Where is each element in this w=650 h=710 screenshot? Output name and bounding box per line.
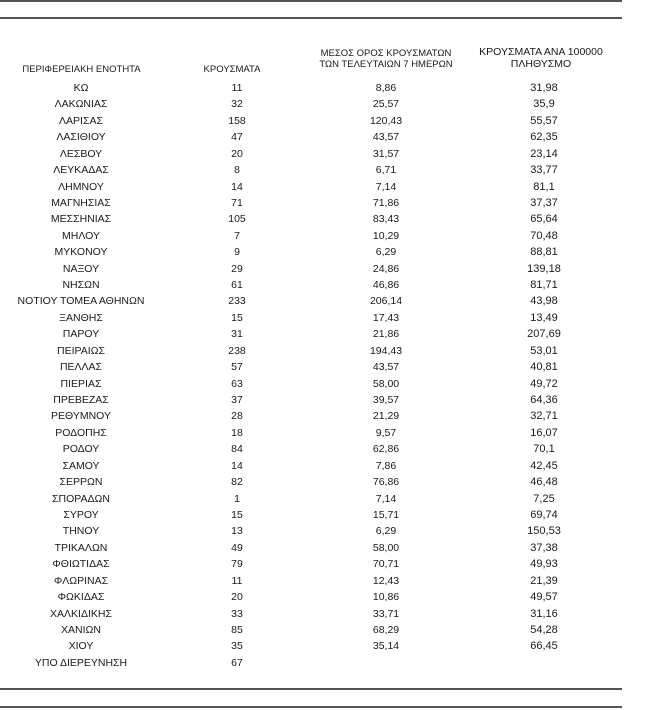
region-cell: ΤΡΙΚΑΛΩΝ <box>54 541 108 554</box>
avg-cell: 6,29 <box>375 525 397 538</box>
table-row <box>0 523 622 539</box>
table-row <box>0 638 622 654</box>
per100k-cell: 37,38 <box>530 541 558 554</box>
per100k-cell: 150,53 <box>527 525 561 538</box>
table-row <box>0 228 622 244</box>
top-divider-line <box>0 17 622 19</box>
table-row <box>0 277 622 293</box>
per100k-cell: 40,81 <box>530 361 558 374</box>
avg-cell: 62,86 <box>372 443 400 456</box>
avg-cell: 6,71 <box>375 164 397 177</box>
per100k-cell: 21,39 <box>530 574 558 587</box>
region-cell: ΧΑΝΙΩΝ <box>61 623 101 636</box>
avg-cell: 9,57 <box>375 426 397 439</box>
cases-cell: 31 <box>231 328 243 341</box>
per100k-cell: 7,25 <box>533 492 555 505</box>
avg-cell: 58,00 <box>372 377 400 390</box>
cases-cell: 35 <box>231 640 243 653</box>
cases-cell: 7 <box>234 229 240 242</box>
cases-cell: 158 <box>228 114 246 127</box>
cases-cell: 61 <box>231 279 243 292</box>
table-row <box>0 179 622 195</box>
avg-cell: 7,14 <box>375 180 397 193</box>
per100k-cell: 43,98 <box>530 295 558 308</box>
cases-cell: 105 <box>228 213 246 226</box>
region-cell: ΠΡΕΒΕΖΑΣ <box>53 394 109 407</box>
cases-cell: 82 <box>231 476 243 489</box>
avg-cell: 194,43 <box>369 344 403 357</box>
per100k-cell: 49,57 <box>530 591 558 604</box>
per100k-cell: 70,48 <box>530 229 558 242</box>
avg-cell: 15,71 <box>372 508 400 521</box>
per100k-cell: 37,37 <box>530 196 558 209</box>
table-row <box>0 96 622 112</box>
avg-cell: 120,43 <box>369 114 403 127</box>
region-cell: ΥΠΟ ΔΙΕΡΕΥΝΗΣΗ <box>34 656 128 669</box>
region-cell: ΦΛΩΡΙΝΑΣ <box>53 574 109 587</box>
table-row <box>0 458 622 474</box>
avg-cell: 25,57 <box>372 98 400 111</box>
cases-cell: 84 <box>231 443 243 456</box>
region-cell: ΠΑΡΟΥ <box>62 328 100 341</box>
per100k-cell: 32,71 <box>530 410 558 423</box>
per100k-cell: 62,35 <box>530 131 558 144</box>
avg-cell: 21,29 <box>372 410 400 423</box>
header-avg-line2: ΤΩΝ ΤΕΛΕΥΤΑΙΩΝ 7 ΗΜΕΡΩΝ <box>319 59 453 70</box>
table-row <box>0 556 622 572</box>
header-cases: ΚΡΟΥΣΜΑΤΑ <box>203 64 261 75</box>
region-cell: ΝΗΣΩΝ <box>62 279 100 292</box>
table-row <box>0 491 622 507</box>
avg-cell: 68,29 <box>372 623 400 636</box>
region-cell: ΛΑΣΙΘΙΟΥ <box>56 131 106 144</box>
per100k-cell: 88,81 <box>530 246 558 259</box>
table-row <box>0 293 622 309</box>
table-row <box>0 408 622 424</box>
table-row <box>0 589 622 605</box>
avg-cell: 12,43 <box>372 574 400 587</box>
cases-cell: 15 <box>231 508 243 521</box>
region-cell: ΦΩΚΙΔΑΣ <box>57 591 105 604</box>
per100k-cell: 65,64 <box>530 213 558 226</box>
avg-cell: 24,86 <box>372 262 400 275</box>
cases-cell: 57 <box>231 361 243 374</box>
per100k-cell: 53,01 <box>530 344 558 357</box>
region-cell: ΛΑΡΙΣΑΣ <box>59 114 103 127</box>
table-row <box>0 211 622 227</box>
per100k-cell: 139,18 <box>527 262 561 275</box>
per100k-cell: 16,07 <box>530 426 558 439</box>
avg-cell: 6,29 <box>375 246 397 259</box>
region-cell: ΦΘΙΩΤΙΔΑΣ <box>52 558 110 571</box>
per100k-cell: 55,57 <box>530 114 558 127</box>
avg-cell: 76,86 <box>372 476 400 489</box>
per100k-cell: 54,28 <box>530 623 558 636</box>
cases-cell: 79 <box>231 558 243 571</box>
table-row <box>0 310 622 326</box>
table-row <box>0 606 622 622</box>
region-cell: ΣΑΜΟΥ <box>62 459 100 472</box>
table-row <box>0 326 622 342</box>
cases-cell: 20 <box>231 591 243 604</box>
table-row <box>0 129 622 145</box>
region-cell: ΡΟΔΟΥ <box>62 443 100 456</box>
table-row <box>0 474 622 490</box>
cases-cell: 29 <box>231 262 243 275</box>
header-per100k-line2: ΠΛΗΘΥΣΜΟ <box>510 58 572 70</box>
avg-cell: 206,14 <box>369 295 403 308</box>
region-cell: ΛΗΜΝΟΥ <box>58 180 104 193</box>
cases-cell: 238 <box>228 344 246 357</box>
header-per100k-line1: ΚΡΟΥΣΜΑΤΑ ΑΝΑ 100000 <box>479 46 603 58</box>
cases-cell: 233 <box>228 295 246 308</box>
table-row <box>0 376 622 392</box>
cases-cell: 18 <box>231 426 243 439</box>
cases-cell: 1 <box>234 492 240 505</box>
cases-cell: 13 <box>231 525 243 538</box>
avg-cell: 10,29 <box>372 229 400 242</box>
per100k-cell: 33,77 <box>530 164 558 177</box>
cases-cell: 85 <box>231 623 243 636</box>
per100k-cell: 66,45 <box>530 640 558 653</box>
region-cell: ΜΕΣΣΗΝΙΑΣ <box>50 213 112 226</box>
header-region: ΠΕΡΙΦΕΡΕΙΑΚΗ ΕΝΟΤΗΤΑ <box>22 64 141 75</box>
bottom-border-line <box>0 706 622 708</box>
table-row <box>0 655 622 671</box>
per100k-cell: 70,1 <box>533 443 555 456</box>
cases-cell: 37 <box>231 394 243 407</box>
avg-cell: 71,86 <box>372 196 400 209</box>
region-cell: ΝΟΤΙΟΥ ΤΟΜΕΑ ΑΘΗΝΩΝ <box>17 295 145 308</box>
avg-cell: 46,86 <box>372 279 400 292</box>
region-cell: ΣΠΟΡΑΔΩΝ <box>52 492 110 505</box>
avg-cell: 7,14 <box>375 492 397 505</box>
avg-cell: 43,57 <box>372 131 400 144</box>
table-row <box>0 195 622 211</box>
table-row <box>0 392 622 408</box>
cases-cell: 28 <box>231 410 243 423</box>
cases-cell: 67 <box>231 656 243 669</box>
region-cell: ΠΕΛΛΑΣ <box>59 361 103 374</box>
avg-cell: 17,43 <box>372 311 400 324</box>
avg-cell: 39,57 <box>372 394 400 407</box>
cases-cell: 8 <box>234 164 240 177</box>
per100k-cell: 49,72 <box>530 377 558 390</box>
table-header <box>0 46 622 78</box>
table-row <box>0 507 622 523</box>
per100k-cell: 13,49 <box>530 311 558 324</box>
table-body <box>0 80 622 671</box>
per100k-cell: 81,71 <box>530 279 558 292</box>
per100k-cell: 31,16 <box>530 607 558 620</box>
cases-cell: 32 <box>231 98 243 111</box>
region-cell: ΜΥΚΟΝΟΥ <box>54 246 108 259</box>
cases-cell: 11 <box>231 82 243 94</box>
region-cell: ΧΙΟΥ <box>68 640 94 653</box>
cases-cell: 11 <box>231 574 243 587</box>
region-cell: ΛΕΣΒΟΥ <box>59 147 103 160</box>
avg-cell: 58,00 <box>372 541 400 554</box>
per100k-cell: 49,93 <box>530 558 558 571</box>
table-row <box>0 261 622 277</box>
cases-cell: 20 <box>231 147 243 160</box>
per100k-cell: 23,14 <box>530 147 558 160</box>
cases-cell: 14 <box>231 180 243 193</box>
table-row <box>0 80 622 96</box>
cases-cell: 63 <box>231 377 243 390</box>
per100k-cell: 69,74 <box>530 508 558 521</box>
top-border-line <box>0 0 622 2</box>
cases-cell: 47 <box>231 131 243 144</box>
table-row <box>0 540 622 556</box>
avg-cell: 8,86 <box>375 82 397 94</box>
region-cell: ΜΑΓΝΗΣΙΑΣ <box>51 196 111 209</box>
cases-cell: 33 <box>231 607 243 620</box>
table-row <box>0 244 622 260</box>
avg-cell: 10,86 <box>372 591 400 604</box>
region-cell: ΧΑΛΚΙΔΙΚΗΣ <box>50 607 112 620</box>
cases-cell: 49 <box>231 541 243 554</box>
per100k-cell: 46,48 <box>530 476 558 489</box>
per100k-cell: 35,9 <box>533 98 555 111</box>
per100k-cell: 207,69 <box>527 328 561 341</box>
region-cell: ΡΕΘΥΜΝΟΥ <box>50 410 111 423</box>
table-row <box>0 113 622 129</box>
table-row <box>0 162 622 178</box>
avg-cell: 33,71 <box>372 607 400 620</box>
region-cell: ΠΙΕΡΙΑΣ <box>60 377 102 390</box>
region-cell: ΛΕΥΚΑΔΑΣ <box>53 164 109 177</box>
avg-cell: 7,86 <box>375 459 397 472</box>
table-row <box>0 146 622 162</box>
region-cell: ΤΗΝΟΥ <box>62 525 100 538</box>
cases-cell: 14 <box>231 459 243 472</box>
avg-cell: 21,86 <box>372 328 400 341</box>
bottom-divider-line <box>0 688 622 690</box>
region-cell: ΞΑΝΘΗΣ <box>59 311 103 324</box>
region-cell: ΛΑΚΩΝΙΑΣ <box>54 98 108 111</box>
table-row <box>0 573 622 589</box>
region-cell: ΡΟΔΟΠΗΣ <box>55 426 107 439</box>
table-row <box>0 343 622 359</box>
region-cell: ΝΑΞΟΥ <box>62 262 100 275</box>
per100k-cell: 31,98 <box>530 82 558 94</box>
avg-cell: 43,57 <box>372 361 400 374</box>
per100k-cell: 42,45 <box>530 459 558 472</box>
region-cell: ΠΕΙΡΑΙΩΣ <box>57 344 105 357</box>
header-avg-line1: ΜΕΣΟΣ ΟΡΟΣ ΚΡΟΥΣΜΑΤΩΝ <box>320 48 452 59</box>
table-row <box>0 425 622 441</box>
cases-cell: 9 <box>234 246 240 259</box>
header-avg-7days <box>312 48 460 70</box>
avg-cell: 70,71 <box>372 558 400 571</box>
region-cell: ΣΕΡΡΩΝ <box>59 476 103 489</box>
cases-cell: 71 <box>231 196 243 209</box>
avg-cell: 35,14 <box>372 640 400 653</box>
table-row <box>0 622 622 638</box>
avg-cell: 31,57 <box>372 147 400 160</box>
table-row <box>0 359 622 375</box>
cases-cell: 15 <box>231 311 243 324</box>
header-per-100k <box>464 46 618 70</box>
region-cell: ΚΩ <box>73 82 89 94</box>
table-row <box>0 441 622 457</box>
region-cell: ΣΥΡΟΥ <box>63 508 99 521</box>
per100k-cell: 64,36 <box>530 394 558 407</box>
avg-cell: 83,43 <box>372 213 400 226</box>
region-cell: ΜΗΛΟΥ <box>62 229 100 242</box>
per100k-cell: 81,1 <box>533 180 555 193</box>
